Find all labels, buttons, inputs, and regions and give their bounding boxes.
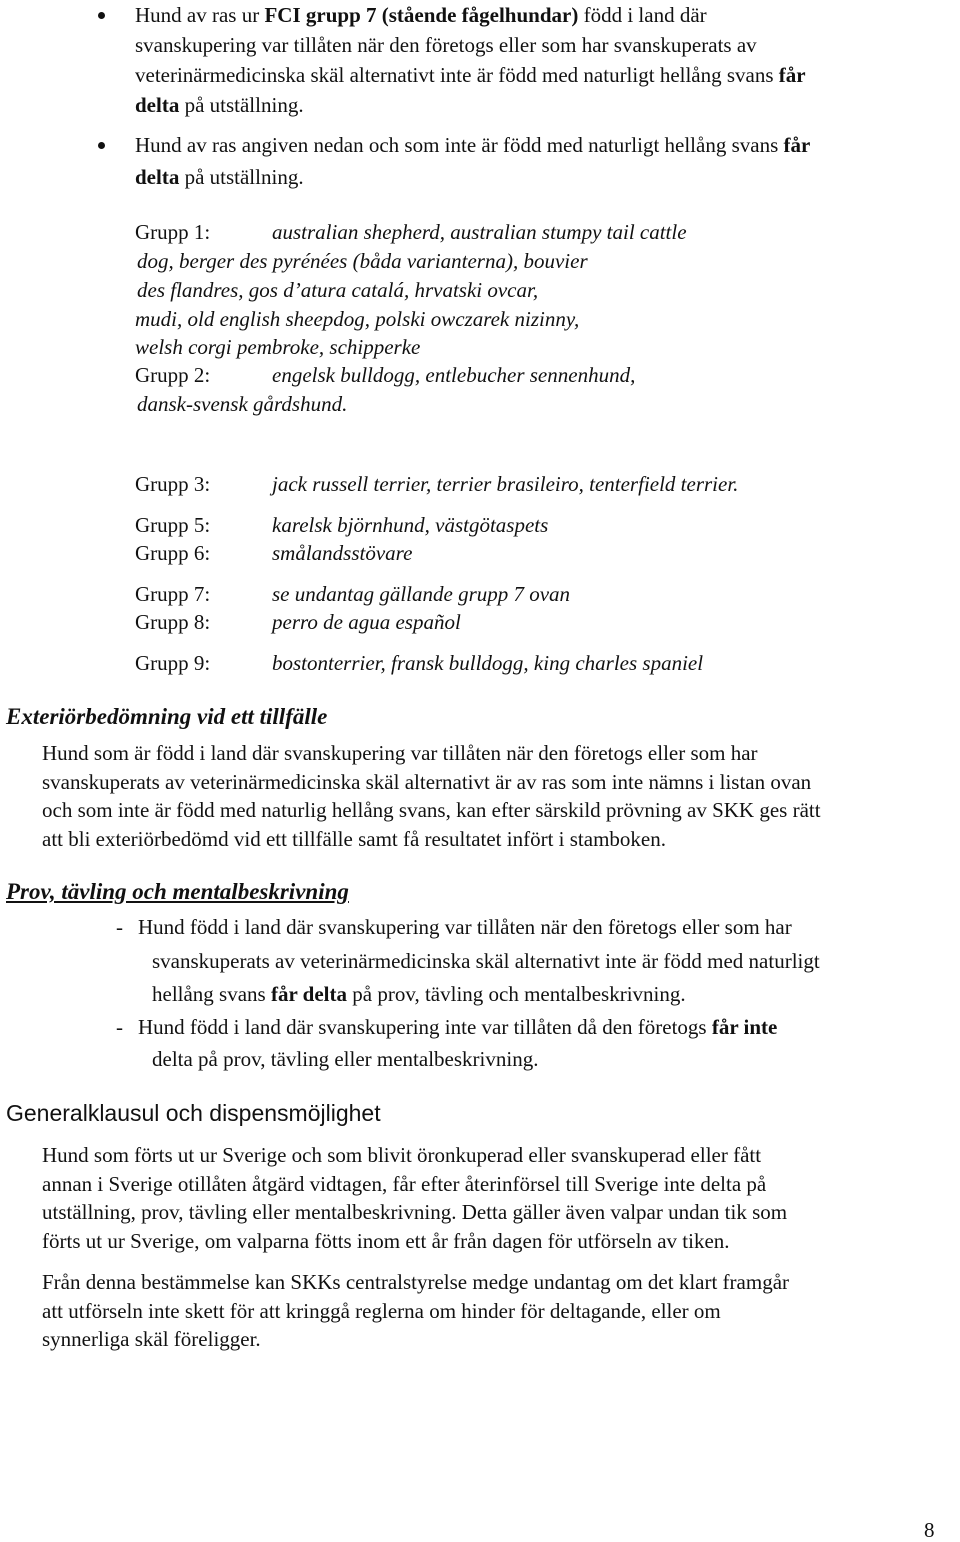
group-1-line-1: australian shepherd, australian stumpy tail cattle bbox=[272, 220, 687, 244]
exterior-heading: Exteriörbedömning vid ett tillfälle bbox=[6, 704, 328, 729]
group-5-text: karelsk björnhund, västgötaspets bbox=[272, 513, 549, 537]
group-2-label: Grupp 2: bbox=[135, 363, 211, 387]
prov-item-2-line-2: delta på prov, tävling eller mentalbeskrivning. bbox=[152, 1047, 539, 1071]
text: veterinärmedicinska skäl alternativt inte är född med naturligt hellång svans bbox=[135, 63, 779, 87]
exterior-line: att bli exteriörbedömd vid ett tillfälle samt få resultatet infört i stamboken. bbox=[42, 826, 666, 851]
group-7-text: se undantag gällande grupp 7 ovan bbox=[272, 582, 571, 606]
bullet-1-line-1 bbox=[135, 1, 707, 30]
bullet-1-line-4 bbox=[135, 91, 304, 120]
group-1-line-2: dog, berger des pyrénées (båda varianterna), bouvier bbox=[137, 249, 588, 273]
prov-item-1-line-1: Hund född i land där svanskupering var tillåten när den företogs eller som har bbox=[138, 915, 792, 939]
general-line: förts ut ur Sverige, om valparna fötts inom ett år från dagen för utförseln av tiken. bbox=[42, 1228, 730, 1253]
group-6-label: Grupp 6: bbox=[135, 541, 211, 565]
emphasis: delta bbox=[135, 93, 180, 117]
emphasis: får bbox=[783, 133, 811, 157]
group-1-line-5: welsh corgi pembroke, schipperke bbox=[135, 335, 421, 359]
text: Hund av ras ur bbox=[135, 3, 265, 27]
emphasis: får delta bbox=[270, 982, 347, 1006]
text: på utställning. bbox=[179, 165, 304, 189]
emphasis: får bbox=[778, 63, 806, 87]
exterior-line: och som inte är född med naturlig hellång svans, kan efter särskild prövning av SKK ges rätt bbox=[42, 798, 821, 822]
exterior-paragraph bbox=[42, 739, 821, 853]
group-7-label: Grupp 7: bbox=[135, 582, 211, 606]
exterior-line: Hund som är född i land där svanskupering var tillåten när den företogs eller som har bbox=[42, 741, 758, 765]
group-1-line-3: des flandres, gos d’atura catalá, hrvatski ovcar, bbox=[137, 278, 539, 302]
prov-item-1-line-3 bbox=[152, 980, 686, 1009]
group-9-label: Grupp 9: bbox=[135, 651, 211, 675]
general-paragraph-2 bbox=[42, 1268, 789, 1354]
page-number: 8 bbox=[924, 1518, 935, 1542]
group-2-line-2: dansk-svensk gårdshund. bbox=[137, 392, 348, 416]
text: på utställning. bbox=[179, 93, 304, 117]
bullet-icon bbox=[98, 142, 105, 149]
bullet-icon bbox=[98, 12, 105, 19]
text: på prov, tävling och mentalbeskrivning. bbox=[347, 982, 686, 1006]
prov-item-2-line-1 bbox=[138, 1013, 777, 1042]
prov-heading: Prov, tävling och mentalbeskrivning bbox=[6, 879, 349, 904]
general-line: att utförseln inte skett för att kringgå reglerna om hinder för deltagande, eller om bbox=[42, 1298, 721, 1323]
emphasis: får inte bbox=[711, 1015, 778, 1039]
text: Hund född i land där svanskupering inte var tillåten då den företogs bbox=[138, 1015, 712, 1039]
emphasis: delta bbox=[135, 165, 180, 189]
group-9-text: bostonterrier, fransk bulldogg, king charles spaniel bbox=[272, 651, 704, 675]
group-3-label: Grupp 3: bbox=[135, 472, 211, 496]
general-heading: Generalklausul och dispensmöjlighet bbox=[6, 1100, 381, 1126]
group-2-line-1: engelsk bulldogg, entlebucher sennenhund, bbox=[272, 363, 636, 387]
general-paragraph-1 bbox=[42, 1141, 787, 1255]
general-line: Från denna bestämmelse kan SKKs centralstyrelse medge undantag om det klart framgår bbox=[42, 1270, 790, 1294]
bullet-1-line-2: svanskupering var tillåten när den företogs eller som har svanskuperats av bbox=[135, 33, 757, 57]
prov-item-2-dash: - bbox=[116, 1015, 123, 1039]
group-5-label: Grupp 5: bbox=[135, 513, 211, 537]
general-line: utställning, prov, tävling eller mentalbeskrivning. Detta gäller även valpar undan tik som bbox=[42, 1200, 788, 1224]
prov-item-1-line-2: svanskuperats av veterinärmedicinska skäl alternativt inte är född med naturligt bbox=[152, 949, 820, 973]
general-line: Hund som förts ut ur Sverige och som blivit öronkuperad eller svanskuperad eller fått bbox=[42, 1143, 762, 1167]
emphasis: FCI grupp 7 (stående fågelhundar) bbox=[264, 3, 579, 27]
group-6-text: smålandsstövare bbox=[272, 541, 413, 565]
group-8-text: perro de agua español bbox=[272, 610, 461, 634]
text: Hund av ras angiven nedan och som inte är född med naturligt hellång svans bbox=[135, 133, 784, 157]
group-8-label: Grupp 8: bbox=[135, 610, 211, 634]
general-line: annan i Sverige otillåten åtgärd vidtagen, får efter återinförsel till Sverige inte delta på bbox=[42, 1171, 767, 1196]
text: född i land där bbox=[578, 3, 707, 27]
bullet-2-line-1 bbox=[135, 131, 810, 160]
text: hellång svans bbox=[152, 982, 271, 1006]
bullet-1-line-3 bbox=[135, 61, 806, 90]
group-1-line-4: mudi, old english sheepdog, polski owczarek nizinny, bbox=[135, 307, 580, 331]
exterior-line: svanskuperats av veterinärmedicinska skäl alternativt är av ras som inte nämns i listan ovan bbox=[42, 769, 812, 794]
prov-item-1-dash: - bbox=[116, 915, 123, 939]
group-1-label: Grupp 1: bbox=[135, 220, 211, 244]
bullet-2-line-2 bbox=[135, 163, 304, 192]
group-3-text: jack russell terrier, terrier brasileiro, tenterfield terrier. bbox=[272, 472, 739, 496]
general-line: synnerliga skäl föreligger. bbox=[42, 1327, 261, 1351]
